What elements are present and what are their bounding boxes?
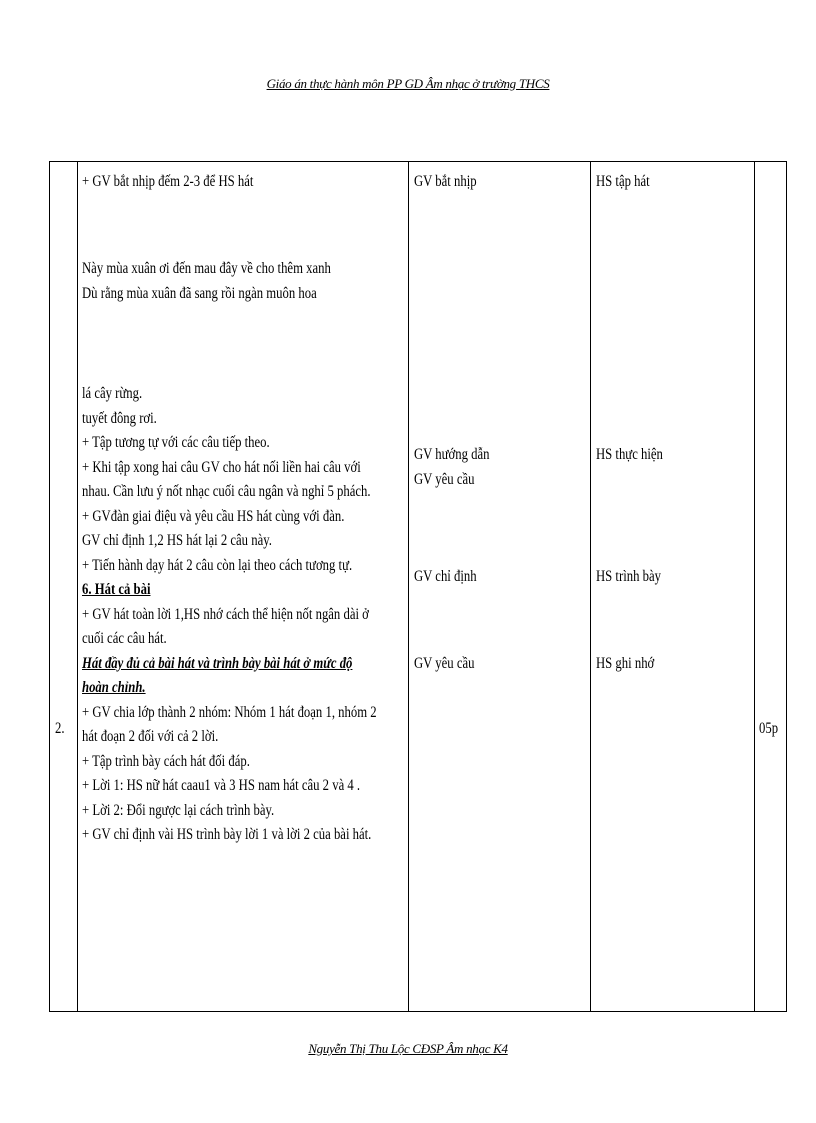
page-header: Giáo án thực hành môn PP GD Âm nhạc ở trường THCS xyxy=(266,76,550,91)
content-cell xyxy=(82,170,253,195)
teacher-line: GV yêu cầu xyxy=(414,470,475,488)
teacher-line: GV hướng dẫn xyxy=(414,446,490,463)
content-line: + Tiến hành dạy hát 2 câu còn lại theo cách tương tự. xyxy=(82,556,353,574)
content-line: cuối các câu hát. xyxy=(82,630,167,647)
teacher-activity: GV bắt nhịp xyxy=(414,173,477,190)
step-number: 2. xyxy=(55,720,65,737)
column-divider xyxy=(408,162,409,1011)
student-activity: HS trình bày xyxy=(596,568,661,585)
content-line: + Khi tập xong hai câu GV cho hát nối liền hai câu với xyxy=(82,458,361,476)
content-line: + Lời 1: HS nữ hát caau1 và 3 HS nam hát câu 2 và 4 . xyxy=(82,777,361,794)
content-line: nhau. Cần lưu ý nốt nhạc cuối câu ngân và nghỉ 5 phách. xyxy=(82,483,371,500)
lyric-line: tuyết đông rơi. xyxy=(82,409,157,427)
content-line: + GV bắt nhịp đếm 2-3 để HS hát xyxy=(82,173,254,190)
lesson-table xyxy=(49,161,787,1012)
page-footer: Nguyễn Thị Thu Lộc CĐSP Âm nhạc K4 xyxy=(308,1041,508,1056)
lyric-line: lá cây rừng. xyxy=(82,385,143,402)
content-line: + GV chia lớp thành 2 nhóm: Nhóm 1 hát đoạn 1, nhóm 2 xyxy=(82,703,377,721)
section-heading: 6. Hát cả bài xyxy=(82,581,151,598)
teacher-activity: GV yêu cầu xyxy=(414,655,475,672)
column-divider xyxy=(754,162,755,1011)
content-line: GV chỉ định 1,2 HS hát lại 2 câu này. xyxy=(82,532,272,549)
content-line: + GV chỉ định vài HS trình bày lời 1 và lời 2 của bài hát. xyxy=(82,826,372,843)
column-divider xyxy=(590,162,591,1011)
section-heading: Hát đầy đủ cả bài hát và trình bày bài hát ở mức độ xyxy=(82,654,353,672)
column-divider xyxy=(77,162,78,1011)
student-activity: HS tập hát xyxy=(596,173,650,190)
content-line: + Lời 2: Đổi ngược lại cách trình bày. xyxy=(82,801,275,819)
content-line: + GV hát toàn lời 1,HS nhớ cách thể hiện nốt ngân dài ở xyxy=(82,605,369,623)
section-heading: hoàn chỉnh. xyxy=(82,679,146,696)
student-activity: HS ghi nhớ xyxy=(596,655,655,672)
content-line: + Tập trình bày cách hát đối đáp. xyxy=(82,752,250,770)
content-line: hát đoạn 2 đối với cả 2 lời. xyxy=(82,728,219,745)
lyric-line: Dù rằng mùa xuân đã sang rồi ngàn muôn hoa xyxy=(82,284,317,302)
student-activity: HS thực hiện xyxy=(596,446,663,463)
lyric-line: Này mùa xuân ơi đến mau đây về cho thêm xanh xyxy=(82,260,331,277)
content-line: + Tập tương tự với các câu tiếp theo. xyxy=(82,434,270,451)
teacher-activity: GV chỉ định xyxy=(414,568,477,585)
teacher-activity xyxy=(414,443,490,492)
content-line: + GVđàn giai điệu và yêu cầu HS hát cùng với đàn. xyxy=(82,507,345,525)
content-cell xyxy=(82,382,377,848)
lyrics-block xyxy=(82,257,331,306)
time-value: 05p xyxy=(759,720,779,737)
